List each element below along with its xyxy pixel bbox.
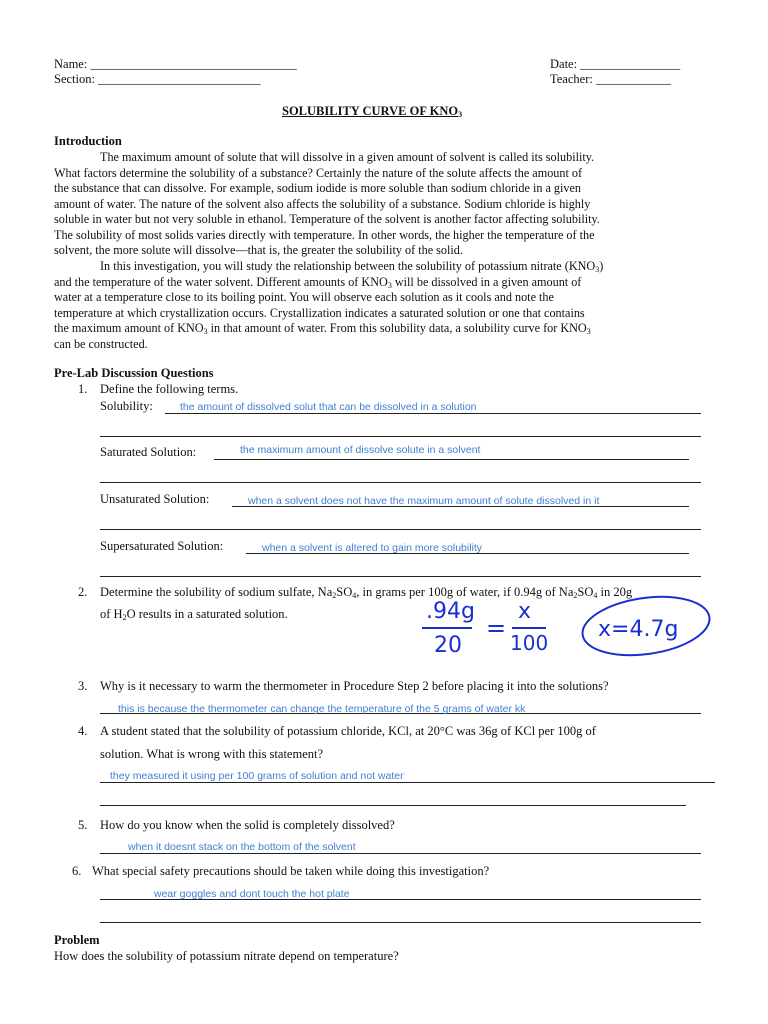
- question-4-line-2: solution. What is wrong with this statement?: [100, 747, 324, 761]
- question-3-answer[interactable]: this is because the thermometer can change the temperature of the 5 grams of water kk: [118, 703, 526, 715]
- intro-line: What factors determine the solubility of a substance? Certainly the nature of the solute affects the amount of: [54, 165, 583, 180]
- saturated-answer-line[interactable]: [214, 459, 689, 460]
- work-100: 100: [510, 631, 549, 655]
- work-result: x=4.7g: [598, 617, 679, 642]
- unsaturated-answer[interactable]: when a solvent does not have the maximum amount of solute dissolved in it: [248, 495, 600, 507]
- page-title: SOLUBILITY CURVE OF $KNO_3$: [282, 104, 463, 119]
- saturated-label: Saturated Solution:: [100, 445, 197, 459]
- section-field[interactable]: [54, 72, 261, 87]
- intro-line: soluble in water but not very soluble in ethanol. Temperature of the solvent is another factor affecting solubility.: [54, 212, 600, 226]
- intro-line: can be constructed.: [54, 336, 148, 351]
- question-4-line-1: A student stated that the solubility of potassium chloride, KCl, at 20°C was 36g of KCl per 100g of: [100, 724, 596, 738]
- supersaturated-answer-line-2[interactable]: [100, 576, 701, 577]
- question-6-answer[interactable]: wear goggles and dont touch the hot plate: [154, 888, 350, 900]
- work-numerator: .94g: [426, 599, 475, 624]
- introduction-paragraph-1: [54, 150, 714, 259]
- question-5-text: How do you know when the solid is completely dissolved?: [100, 818, 395, 832]
- intro-line: solvent, the more solute will dissolve—that is, the greater the solubility of the solid.: [54, 243, 463, 257]
- work-x: x: [518, 599, 532, 624]
- intro-line: The solubility of most solids varies directly with temperature. In other words, the higher the temperature of the: [54, 227, 595, 242]
- intro-line: In this investigation, you will study the relationship between the solubility of potassium nitrate $(KNO_3)$: [100, 259, 604, 274]
- question-3-number: 3.: [78, 679, 88, 693]
- solubility-answer-line-2[interactable]: [100, 436, 701, 437]
- section-label: Section:: [54, 72, 95, 86]
- question-6-answer-line-2[interactable]: [100, 922, 701, 923]
- question-2-line-1: Determine the solubility of sodium sulfate, $Na_2SO_4$, in grams per 100g of water, if 0.94g of $Na_2SO_4$ in 20g: [100, 585, 633, 600]
- question-4-answer-line[interactable]: [100, 782, 715, 783]
- teacher-blank[interactable]: ____________: [595, 72, 671, 86]
- intro-line: water at a temperature close to its boiling point. You will observe each solution as it cools and note the: [54, 290, 554, 304]
- supersaturated-label: Supersaturated Solution:: [100, 539, 224, 553]
- question-6-number: 6.: [72, 864, 82, 878]
- date-field[interactable]: [550, 57, 680, 72]
- introduction-paragraph-2: [54, 259, 714, 352]
- saturated-answer-line-2[interactable]: [100, 482, 701, 483]
- unsaturated-label: Unsaturated Solution:: [100, 492, 210, 506]
- name-field[interactable]: [54, 57, 297, 72]
- intro-line: the substance that can dissolve. For example, sodium iodide is more soluble than sodium chloride in a given: [54, 181, 582, 195]
- name-blank[interactable]: _________________________________: [90, 57, 297, 71]
- date-label: Date:: [550, 57, 578, 71]
- question-5-answer[interactable]: when it doesnt stack on the bottom of the solvent: [128, 841, 356, 853]
- work-equals: =: [486, 614, 507, 642]
- question-5-number: 5.: [78, 818, 88, 832]
- section-blank[interactable]: __________________________: [98, 72, 261, 86]
- question-4-answer[interactable]: they measured it using per 100 grams of solution and not water: [110, 770, 404, 782]
- teacher-label: Teacher:: [550, 72, 593, 86]
- unsaturated-answer-line-2[interactable]: [100, 529, 701, 530]
- question-1-text: Define the following terms.: [100, 382, 239, 396]
- teacher-field[interactable]: [550, 72, 671, 87]
- supersaturated-answer[interactable]: when a solvent is altered to gain more solubility: [262, 542, 483, 554]
- question-6-text: What special safety precautions should be taken while doing this investigation?: [92, 864, 490, 878]
- question-4-number: 4.: [78, 724, 88, 738]
- introduction-heading: Introduction: [54, 134, 122, 148]
- solubility-label: Solubility:: [100, 399, 153, 413]
- intro-line: the maximum amount of $KNO_3$ in that amount of water. From this solubility data, a solubility curve for $KNO_3$: [54, 321, 591, 336]
- question-2-line-2: of $H_2O$ results in a saturated solution.: [100, 607, 288, 622]
- question-4-answer-line-2[interactable]: [100, 805, 686, 806]
- intro-line: temperature at which crystallization occurs. Crystallization indicates a saturated solution or one that contains: [54, 305, 585, 320]
- name-label: Name:: [54, 57, 88, 71]
- saturated-answer[interactable]: the maximum amount of dissolve solute in a solvent: [240, 444, 481, 456]
- problem-heading: Problem: [54, 933, 100, 947]
- intro-line: and the temperature of the water solvent. Different amounts of $KNO_3$ will be dissolved in a given amount of: [54, 274, 582, 290]
- question-3-text: Why is it necessary to warm the thermometer in Procedure Step 2 before placing it into the solutions?: [100, 679, 609, 693]
- date-blank[interactable]: ________________: [580, 57, 681, 71]
- solubility-answer[interactable]: the amount of dissolved solut that can be dissolved in a solution: [180, 401, 477, 413]
- question-2-number: 2.: [78, 585, 88, 599]
- intro-line: The maximum amount of solute that will dissolve in a given amount of solvent is called its solubility.: [100, 150, 595, 164]
- problem-text: How does the solubility of potassium nitrate depend on temperature?: [54, 949, 399, 963]
- work-denominator: 20: [434, 633, 462, 658]
- prelab-heading: Pre-Lab Discussion Questions: [54, 366, 214, 380]
- intro-line: amount of water. The nature of the solvent also affects the solubility of a substance. Sodium chloride is highly: [54, 196, 591, 211]
- question-1-number: 1.: [78, 382, 88, 396]
- handwritten-work: [410, 590, 730, 670]
